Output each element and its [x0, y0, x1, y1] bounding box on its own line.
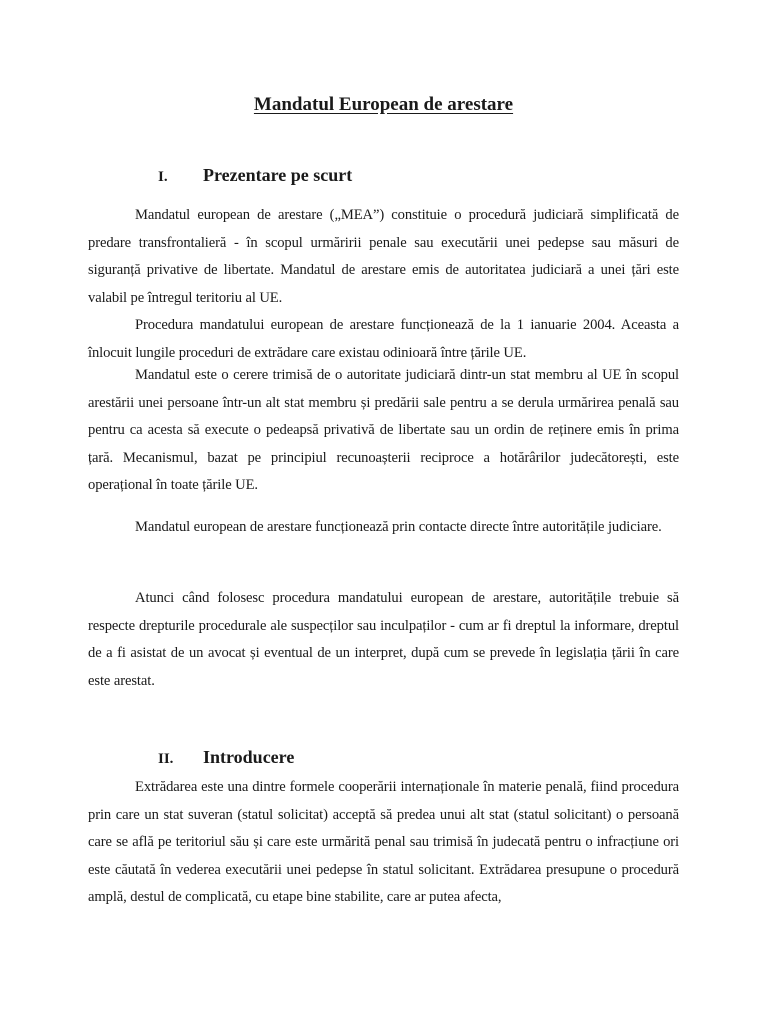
paragraph: Mandatul european de arestare funcționează prin contacte directe între autoritățile judiciare.: [135, 519, 662, 535]
paragraph: Extrădarea este una dintre formele cooperării internaționale în materie penală, fiind procedura prin care un stat suveran (statul solicitat) acceptă să predea unui alt stat (statul solicitant) o persoană care se află pe teritoriul său și care este urmărită penal sau trimisă în judecată pentru o infracțiune ori este căutată în vederea executării unei pedepse în statul solicitant. Extrădarea presupune o procedură amplă, destul de complicată, cu etape bine stabilite, care ar putea afecta,: [88, 779, 679, 905]
paragraph: Mandatul european de arestare („MEA”) constituie o procedură judiciară simplificată de predare transfrontalieră - în scopul urmăririi penale sau executării unei pedepse sau măsuri de siguranță privative de libertate. Mandatul de arestare emis de autoritatea judiciară a unei țări este valabil pe întregul teritoriu al UE.: [88, 207, 679, 306]
paragraph: Procedura mandatului european de arestare funcționează de la 1 ianuarie 2004. Aceasta a înlocuit lungile proceduri de extrădare care existau odinioară între țările UE.: [88, 317, 679, 361]
section-1-heading: [158, 163, 352, 189]
paragraph: Atunci când folosesc procedura mandatului european de arestare, autoritățile trebuie să respecte drepturile procedurale ale suspecților sau inculpaților - cum ar fi dreptul la informare, dreptul de a fi asistat de un avocat și eventual de un interpret, după cum se prevede în legislația țării în care este arestat.: [88, 590, 679, 689]
paragraph: Mandatul este o cerere trimisă de o autoritate judiciară dintr-un stat membru al UE în scopul arestării unei persoane într-un alt stat membru și predării sale pentru a se derula urmărirea penală sau pentru ca acesta să execute o pedeapsă privativă de libertate sau un ordin de reținere emis în prima țară. Mecanismul, bazat pe principiul recunoașterii reciproce a hotărârilor judecătorești, este operațional în toate țările UE.: [88, 367, 679, 493]
section-1-number: I.: [158, 169, 168, 185]
section-2-title: Introducere: [203, 747, 295, 767]
section-2-heading: [158, 745, 294, 771]
section-2-number: II.: [158, 751, 174, 767]
section-1-title: Prezentare pe scurt: [203, 165, 353, 185]
document-title: Mandatul European de arestare: [253, 94, 514, 115]
